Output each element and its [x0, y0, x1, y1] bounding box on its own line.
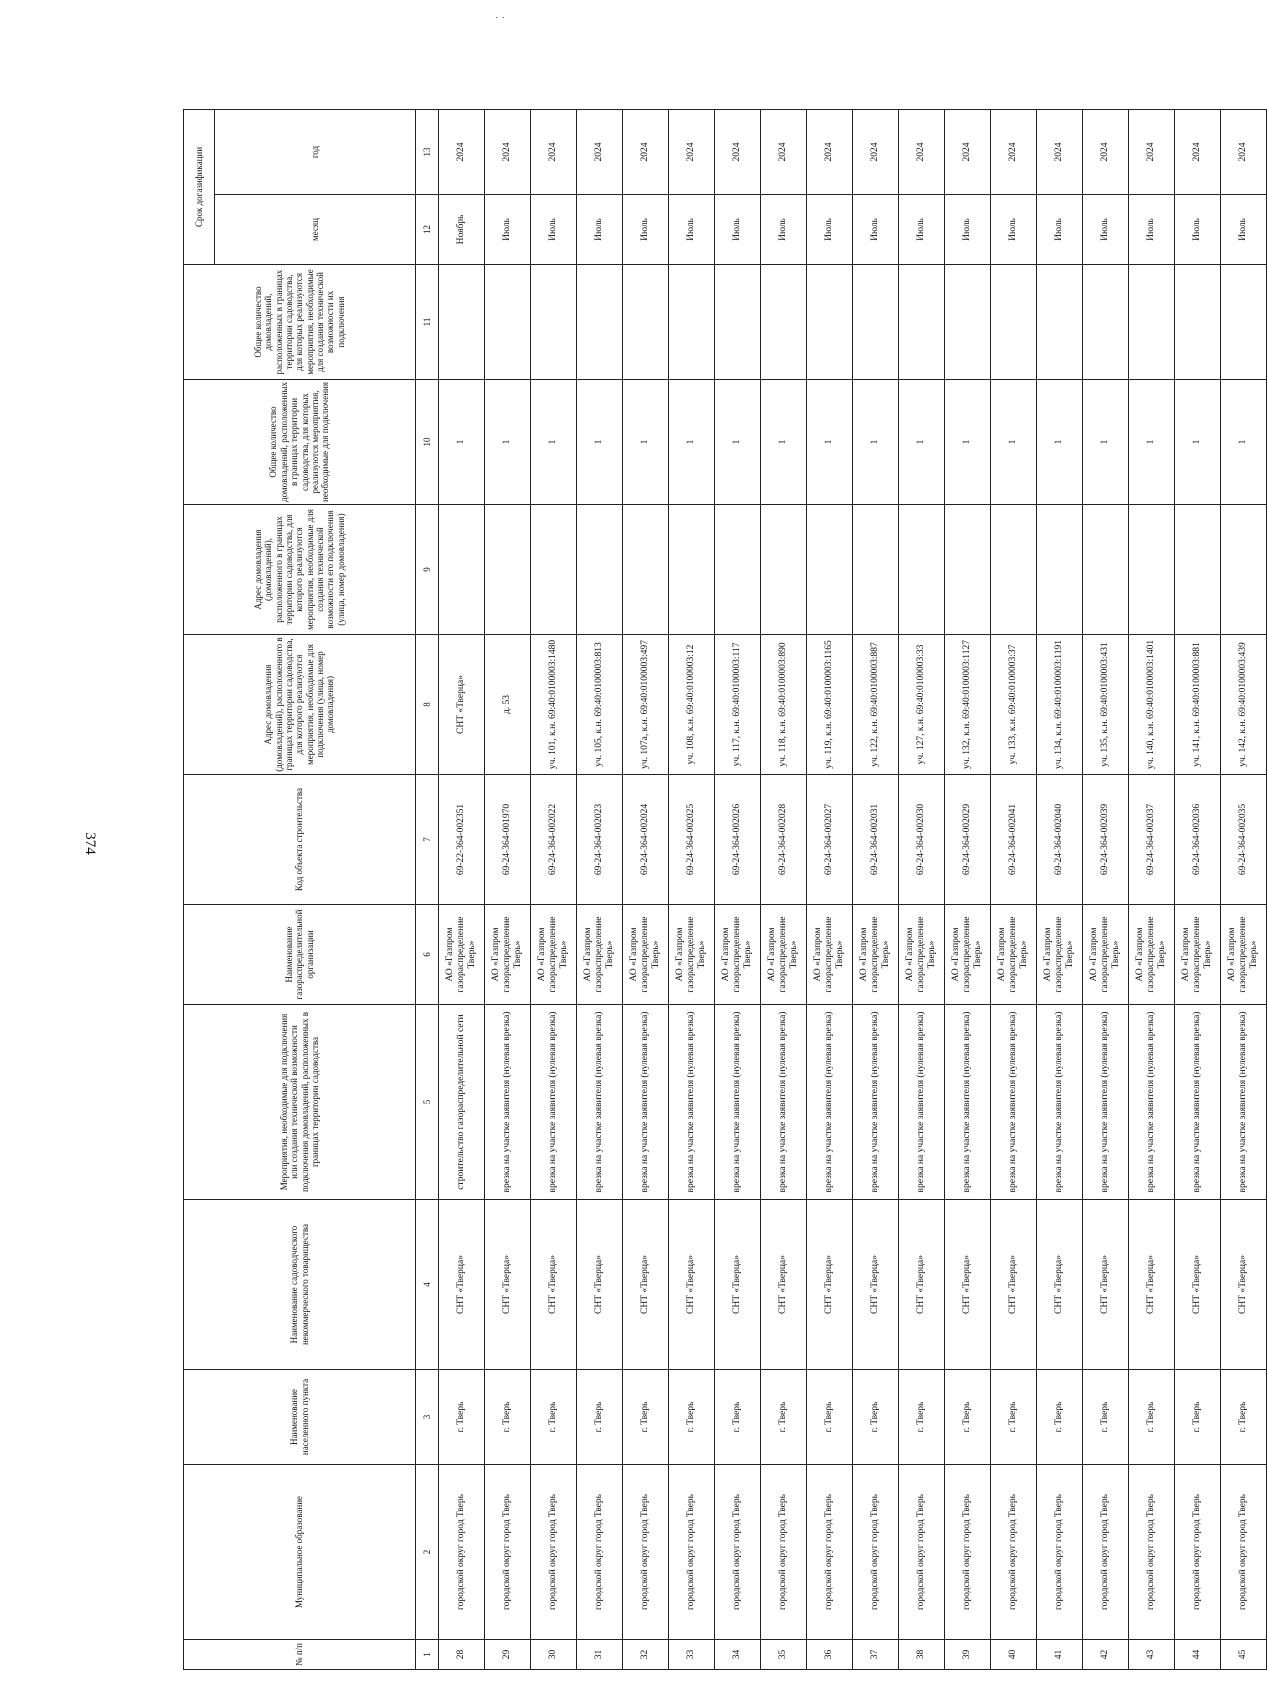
row-num-cell: 30 [531, 1640, 577, 1670]
year-cell: 2024 [485, 110, 531, 195]
header-association: Наименование садоводческого некоммерческого товарищества [184, 1200, 416, 1370]
association-cell: СНТ «Тверца» [761, 1200, 807, 1370]
measures-cell: врезка на участке заявителя (нулевая врезка) [945, 1005, 991, 1200]
municipality-cell: городской округ город Тверь [531, 1465, 577, 1640]
year-cell: 2024 [669, 110, 715, 195]
column-number: 7 [416, 775, 439, 905]
association-cell: СНТ «Тверца» [991, 1200, 1037, 1370]
total-connect-cell: 1 [715, 380, 761, 505]
address-tech-cell [669, 505, 715, 635]
address-tech-cell [531, 505, 577, 635]
address-connect-cell: уч. 105, к.н. 69:40:0100003:813 [577, 635, 623, 775]
total-connect-cell: 1 [439, 380, 485, 505]
column-number: 1 [416, 1640, 439, 1670]
settlement-cell: г. Тверь [439, 1370, 485, 1465]
settlement-cell: г. Тверь [1083, 1370, 1129, 1465]
year-cell: 2024 [1083, 110, 1129, 195]
organization-cell: АО «Газпром газораспределение Тверь» [991, 905, 1037, 1005]
municipality-cell: городской округ город Тверь [1083, 1465, 1129, 1640]
month-cell: Июль [715, 195, 761, 265]
organization-cell: АО «Газпром газораспределение Тверь» [899, 905, 945, 1005]
address-connect-cell: уч. 133, к.н. 69:40:0100003:37 [991, 635, 1037, 775]
month-cell: Июль [1175, 195, 1221, 265]
association-cell: СНТ «Тверца» [439, 1200, 485, 1370]
header-measures: Мероприятия, необходимые для подключения или создания технической возможности подключения домовладений, расположенных в границах территории садоводства [184, 1005, 416, 1200]
column-number: 3 [416, 1370, 439, 1465]
month-cell: Июль [531, 195, 577, 265]
table-row [853, 110, 899, 1670]
settlement-cell: г. Тверь [577, 1370, 623, 1465]
total-connect-cell: 1 [1175, 380, 1221, 505]
municipality-cell: городской округ город Тверь [439, 1465, 485, 1640]
header-organization: Наименование газораспределительной организации [184, 905, 416, 1005]
table-row [945, 110, 991, 1670]
organization-cell: АО «Газпром газораспределение Тверь» [1221, 905, 1267, 1005]
column-number: 13 [416, 110, 439, 195]
association-cell: СНТ «Тверца» [1083, 1200, 1129, 1370]
table-row [899, 110, 945, 1670]
column-number: 12 [416, 195, 439, 265]
table-row [1037, 110, 1083, 1670]
header-address-connect: Адрес домовладения (домовладений), расположенного в границах территории садоводства, для которого реализуются мероприятия, необходимые для подключения (улица, номер домовладения) [184, 635, 416, 775]
municipality-cell: городской округ город Тверь [1037, 1465, 1083, 1640]
object-code-cell: 69-24-364-002030 [899, 775, 945, 905]
association-cell: СНТ «Тверца» [945, 1200, 991, 1370]
organization-cell: АО «Газпром газораспределение Тверь» [531, 905, 577, 1005]
address-tech-cell [761, 505, 807, 635]
organization-cell: АО «Газпром газораспределение Тверь» [485, 905, 531, 1005]
address-tech-cell [1175, 505, 1221, 635]
object-code-cell: 69-24-364-002037 [1129, 775, 1175, 905]
total-tech-cell [807, 265, 853, 380]
table-row [669, 110, 715, 1670]
total-connect-cell: 1 [945, 380, 991, 505]
association-cell: СНТ «Тверца» [577, 1200, 623, 1370]
measures-cell: врезка на участке заявителя (нулевая врезка) [991, 1005, 1037, 1200]
total-connect-cell: 1 [1037, 380, 1083, 505]
year-cell: 2024 [439, 110, 485, 195]
total-tech-cell [485, 265, 531, 380]
settlement-cell: г. Тверь [991, 1370, 1037, 1465]
association-cell: СНТ «Тверца» [623, 1200, 669, 1370]
row-num-cell: 28 [439, 1640, 485, 1670]
address-connect-cell: уч. 132, к.н. 69:40:0100003:1127 [945, 635, 991, 775]
address-connect-cell: уч. 117, к.н. 69:40:0100003:117 [715, 635, 761, 775]
municipality-cell: городской округ город Тверь [991, 1465, 1037, 1640]
total-connect-cell: 1 [1221, 380, 1267, 505]
object-code-cell: 69-24-364-002028 [761, 775, 807, 905]
municipality-cell: городской округ город Тверь [899, 1465, 945, 1640]
address-connect-cell: уч. 107а, к.н. 69:40:0100003:497 [623, 635, 669, 775]
association-cell: СНТ «Тверца» [1175, 1200, 1221, 1370]
address-connect-cell: уч. 142, к.н. 69:40:0100003:439 [1221, 635, 1267, 775]
total-tech-cell [853, 265, 899, 380]
settlement-cell: г. Тверь [1037, 1370, 1083, 1465]
month-cell: Ноябрь [439, 195, 485, 265]
row-num-cell: 33 [669, 1640, 715, 1670]
row-num-cell: 41 [1037, 1640, 1083, 1670]
month-cell: Июль [899, 195, 945, 265]
month-cell: Июль [853, 195, 899, 265]
measures-cell: врезка на участке заявителя (нулевая врезка) [531, 1005, 577, 1200]
table-row [623, 110, 669, 1670]
row-num-cell: 38 [899, 1640, 945, 1670]
settlement-cell: г. Тверь [669, 1370, 715, 1465]
column-number: 11 [416, 265, 439, 380]
table-body [416, 110, 1267, 1670]
address-connect-cell: уч. 119, к.н. 69:40:0100003:1165 [807, 635, 853, 775]
organization-cell: АО «Газпром газораспределение Тверь» [1037, 905, 1083, 1005]
address-connect-cell: уч. 108, к.н. 69:40:0100003:12 [669, 635, 715, 775]
settlement-cell: г. Тверь [761, 1370, 807, 1465]
measures-cell: врезка на участке заявителя (нулевая врезка) [1221, 1005, 1267, 1200]
row-num-cell: 44 [1175, 1640, 1221, 1670]
row-num-cell: 45 [1221, 1640, 1267, 1670]
month-cell: Июль [807, 195, 853, 265]
address-tech-cell [1221, 505, 1267, 635]
address-tech-cell [485, 505, 531, 635]
settlement-cell: г. Тверь [531, 1370, 577, 1465]
settlement-cell: г. Тверь [623, 1370, 669, 1465]
address-tech-cell [623, 505, 669, 635]
column-number: 6 [416, 905, 439, 1005]
organization-cell: АО «Газпром газораспределение Тверь» [577, 905, 623, 1005]
municipality-cell: городской округ город Тверь [577, 1465, 623, 1640]
organization-cell: АО «Газпром газораспределение Тверь» [853, 905, 899, 1005]
association-cell: СНТ «Тверца» [531, 1200, 577, 1370]
year-cell: 2024 [577, 110, 623, 195]
address-connect-cell: уч. 141, к.н. 69:40:0100003:881 [1175, 635, 1221, 775]
organization-cell: АО «Газпром газораспределение Тверь» [1175, 905, 1221, 1005]
total-tech-cell [715, 265, 761, 380]
column-number: 4 [416, 1200, 439, 1370]
organization-cell: АО «Газпром газораспределение Тверь» [1083, 905, 1129, 1005]
address-connect-cell: СНТ «Тверца» [439, 635, 485, 775]
association-cell: СНТ «Тверца» [899, 1200, 945, 1370]
measures-cell: врезка на участке заявителя (нулевая врезка) [761, 1005, 807, 1200]
total-tech-cell [577, 265, 623, 380]
total-connect-cell: 1 [853, 380, 899, 505]
year-cell: 2024 [1037, 110, 1083, 195]
association-cell: СНТ «Тверца» [715, 1200, 761, 1370]
measures-cell: врезка на участке заявителя (нулевая врезка) [1175, 1005, 1221, 1200]
table-row [991, 110, 1037, 1670]
year-cell: 2024 [807, 110, 853, 195]
measures-cell: строительство газораспределительной сети [439, 1005, 485, 1200]
settlement-cell: г. Тверь [1175, 1370, 1221, 1465]
row-num-cell: 34 [715, 1640, 761, 1670]
settlement-cell: г. Тверь [945, 1370, 991, 1465]
measures-cell: врезка на участке заявителя (нулевая врезка) [577, 1005, 623, 1200]
month-cell: Июль [669, 195, 715, 265]
address-tech-cell [945, 505, 991, 635]
association-cell: СНТ «Тверца» [1221, 1200, 1267, 1370]
association-cell: СНТ «Тверца» [485, 1200, 531, 1370]
address-tech-cell [807, 505, 853, 635]
organization-cell: АО «Газпром газораспределение Тверь» [715, 905, 761, 1005]
year-cell: 2024 [945, 110, 991, 195]
measures-cell: врезка на участке заявителя (нулевая врезка) [1129, 1005, 1175, 1200]
total-tech-cell [945, 265, 991, 380]
header-municipality: Муниципальное образование [184, 1465, 416, 1640]
settlement-cell: г. Тверь [715, 1370, 761, 1465]
table-row [577, 110, 623, 1670]
object-code-cell: 69-24-364-002023 [577, 775, 623, 905]
municipality-cell: городской округ город Тверь [1175, 1465, 1221, 1640]
total-connect-cell: 1 [577, 380, 623, 505]
year-cell: 2024 [991, 110, 1037, 195]
organization-cell: АО «Газпром газораспределение Тверь» [945, 905, 991, 1005]
total-tech-cell [761, 265, 807, 380]
settlement-cell: г. Тверь [899, 1370, 945, 1465]
total-connect-cell: 1 [899, 380, 945, 505]
header-year: год [215, 110, 416, 195]
table-row [485, 110, 531, 1670]
year-cell: 2024 [531, 110, 577, 195]
address-tech-cell [577, 505, 623, 635]
header-address-tech: Адрес домовладения (домовладений), расположенного в границах территории садоводства, для которого реализуются мероприятия, необходимые для создания технической возможности его подключения (улица, номер домовладения) [184, 505, 416, 635]
header-total-tech: Общее количество домовладений, расположенных в границах территории садоводства, для которых реализуются мероприятия, необходимые для создания технической возможности их подключения [184, 265, 416, 380]
table-row [1175, 110, 1221, 1670]
measures-cell: врезка на участке заявителя (нулевая врезка) [715, 1005, 761, 1200]
total-tech-cell [439, 265, 485, 380]
organization-cell: АО «Газпром газораспределение Тверь» [807, 905, 853, 1005]
object-code-cell: 69-24-364-002035 [1221, 775, 1267, 905]
scan-mark: · · [495, 12, 506, 24]
row-num-cell: 32 [623, 1640, 669, 1670]
settlement-cell: г. Тверь [853, 1370, 899, 1465]
municipality-cell: городской округ город Тверь [715, 1465, 761, 1640]
header-deadline: Срок догазификации [184, 110, 215, 265]
year-cell: 2024 [853, 110, 899, 195]
month-cell: Июль [577, 195, 623, 265]
municipality-cell: городской округ город Тверь [761, 1465, 807, 1640]
column-numbers-row [416, 110, 439, 1670]
total-connect-cell: 1 [991, 380, 1037, 505]
month-cell: Июль [1037, 195, 1083, 265]
year-cell: 2024 [1221, 110, 1267, 195]
settlement-cell: г. Тверь [485, 1370, 531, 1465]
total-tech-cell [623, 265, 669, 380]
object-code-cell: 69-24-364-002031 [853, 775, 899, 905]
address-tech-cell [1037, 505, 1083, 635]
month-cell: Июль [761, 195, 807, 265]
year-cell: 2024 [623, 110, 669, 195]
page-number: 374 [81, 832, 98, 855]
association-cell: СНТ «Тверца» [807, 1200, 853, 1370]
total-connect-cell: 1 [623, 380, 669, 505]
year-cell: 2024 [761, 110, 807, 195]
gasification-table [183, 109, 1267, 1670]
row-num-cell: 40 [991, 1640, 1037, 1670]
total-tech-cell [899, 265, 945, 380]
table-row [531, 110, 577, 1670]
row-num-cell: 31 [577, 1640, 623, 1670]
address-tech-cell [1129, 505, 1175, 635]
object-code-cell: 69-24-364-002027 [807, 775, 853, 905]
organization-cell: АО «Газпром газораспределение Тверь» [439, 905, 485, 1005]
association-cell: СНТ «Тверца» [853, 1200, 899, 1370]
row-num-cell: 39 [945, 1640, 991, 1670]
total-connect-cell: 1 [485, 380, 531, 505]
object-code-cell: 69-22-364-002351 [439, 775, 485, 905]
header-settlement: Наименование населенного пункта [184, 1370, 416, 1465]
measures-cell: врезка на участке заявителя (нулевая врезка) [807, 1005, 853, 1200]
address-tech-cell [899, 505, 945, 635]
year-cell: 2024 [715, 110, 761, 195]
month-cell: Июль [1083, 195, 1129, 265]
municipality-cell: городской округ город Тверь [669, 1465, 715, 1640]
year-cell: 2024 [899, 110, 945, 195]
association-cell: СНТ «Тверца» [1037, 1200, 1083, 1370]
address-connect-cell: уч. 122, к.н. 69:40:0100003:887 [853, 635, 899, 775]
address-tech-cell [439, 505, 485, 635]
column-number: 10 [416, 380, 439, 505]
measures-cell: врезка на участке заявителя (нулевая врезка) [1037, 1005, 1083, 1200]
table-row [1221, 110, 1267, 1670]
object-code-cell: 69-24-364-002024 [623, 775, 669, 905]
total-tech-cell [1221, 265, 1267, 380]
table-row [1083, 110, 1129, 1670]
settlement-cell: г. Тверь [807, 1370, 853, 1465]
measures-cell: врезка на участке заявителя (нулевая врезка) [623, 1005, 669, 1200]
column-number: 9 [416, 505, 439, 635]
municipality-cell: городской округ город Тверь [807, 1465, 853, 1640]
year-cell: 2024 [1129, 110, 1175, 195]
total-tech-cell [669, 265, 715, 380]
header-num: № п/п [184, 1640, 416, 1670]
table-row [715, 110, 761, 1670]
total-tech-cell [531, 265, 577, 380]
address-connect-cell: уч. 118, к.н. 69:40:0100003:890 [761, 635, 807, 775]
settlement-cell: г. Тверь [1221, 1370, 1267, 1465]
measures-cell: врезка на участке заявителя (нулевая врезка) [485, 1005, 531, 1200]
object-code-cell: 69-24-364-002022 [531, 775, 577, 905]
municipality-cell: городской округ город Тверь [1129, 1465, 1175, 1640]
column-number: 5 [416, 1005, 439, 1200]
row-num-cell: 37 [853, 1640, 899, 1670]
header-object-code: Код объекта строительства [184, 775, 416, 905]
measures-cell: врезка на участке заявителя (нулевая врезка) [669, 1005, 715, 1200]
address-tech-cell [991, 505, 1037, 635]
address-connect-cell: д. 53 [485, 635, 531, 775]
total-connect-cell: 1 [531, 380, 577, 505]
total-tech-cell [1175, 265, 1221, 380]
total-tech-cell [991, 265, 1037, 380]
object-code-cell: 69-24-364-002025 [669, 775, 715, 905]
year-cell: 2024 [1175, 110, 1221, 195]
organization-cell: АО «Газпром газораспределение Тверь» [623, 905, 669, 1005]
object-code-cell: 69-24-364-002039 [1083, 775, 1129, 905]
total-connect-cell: 1 [1129, 380, 1175, 505]
municipality-cell: городской округ город Тверь [623, 1465, 669, 1640]
address-connect-cell: уч. 127, к.н. 69:40:0100003:33 [899, 635, 945, 775]
table-row [1129, 110, 1175, 1670]
table-row [439, 110, 485, 1670]
column-number: 2 [416, 1465, 439, 1640]
month-cell: Июль [485, 195, 531, 265]
municipality-cell: городской округ город Тверь [1221, 1465, 1267, 1640]
month-cell: Июль [623, 195, 669, 265]
month-cell: Июль [1129, 195, 1175, 265]
row-num-cell: 35 [761, 1640, 807, 1670]
object-code-cell: 69-24-364-002041 [991, 775, 1037, 905]
header-month: месяц [215, 195, 416, 265]
total-connect-cell: 1 [669, 380, 715, 505]
rotated-table-container [183, 110, 1259, 1670]
object-code-cell: 69-24-364-002036 [1175, 775, 1221, 905]
total-connect-cell: 1 [807, 380, 853, 505]
organization-cell: АО «Газпром газораспределение Тверь» [1129, 905, 1175, 1005]
month-cell: Июль [991, 195, 1037, 265]
row-num-cell: 29 [485, 1640, 531, 1670]
measures-cell: врезка на участке заявителя (нулевая врезка) [1083, 1005, 1129, 1200]
row-num-cell: 43 [1129, 1640, 1175, 1670]
organization-cell: АО «Газпром газораспределение Тверь» [669, 905, 715, 1005]
total-tech-cell [1037, 265, 1083, 380]
object-code-cell: 69-24-364-001970 [485, 775, 531, 905]
municipality-cell: городской округ город Тверь [485, 1465, 531, 1640]
address-connect-cell: уч. 101, к.н. 69:40:0100003:1480 [531, 635, 577, 775]
municipality-cell: городской округ город Тверь [853, 1465, 899, 1640]
total-tech-cell [1083, 265, 1129, 380]
association-cell: СНТ «Тверца» [1129, 1200, 1175, 1370]
header-total-connect: Общее количество домовладений, расположенных в границах территории садоводства, для которых реализуются мероприятия, необходимые для подключения [184, 380, 416, 505]
month-cell: Июль [1221, 195, 1267, 265]
object-code-cell: 69-24-364-002029 [945, 775, 991, 905]
table-row [807, 110, 853, 1670]
table-row [761, 110, 807, 1670]
object-code-cell: 69-24-364-002026 [715, 775, 761, 905]
association-cell: СНТ «Тверца» [669, 1200, 715, 1370]
address-tech-cell [715, 505, 761, 635]
address-connect-cell: уч. 135, к.н. 69:40:0100003:431 [1083, 635, 1129, 775]
settlement-cell: г. Тверь [1129, 1370, 1175, 1465]
municipality-cell: городской округ город Тверь [945, 1465, 991, 1640]
address-tech-cell [1083, 505, 1129, 635]
address-connect-cell: уч. 140, к.н. 69:40:0100003:1401 [1129, 635, 1175, 775]
total-tech-cell [1129, 265, 1175, 380]
measures-cell: врезка на участке заявителя (нулевая врезка) [853, 1005, 899, 1200]
organization-cell: АО «Газпром газораспределение Тверь» [761, 905, 807, 1005]
column-number: 8 [416, 635, 439, 775]
measures-cell: врезка на участке заявителя (нулевая врезка) [899, 1005, 945, 1200]
row-num-cell: 42 [1083, 1640, 1129, 1670]
total-connect-cell: 1 [1083, 380, 1129, 505]
address-connect-cell: уч. 134, к.н. 69:40:0100003:1191 [1037, 635, 1083, 775]
object-code-cell: 69-24-364-002040 [1037, 775, 1083, 905]
total-connect-cell: 1 [761, 380, 807, 505]
header-row-top [184, 110, 215, 1670]
month-cell: Июль [945, 195, 991, 265]
row-num-cell: 36 [807, 1640, 853, 1670]
address-tech-cell [853, 505, 899, 635]
